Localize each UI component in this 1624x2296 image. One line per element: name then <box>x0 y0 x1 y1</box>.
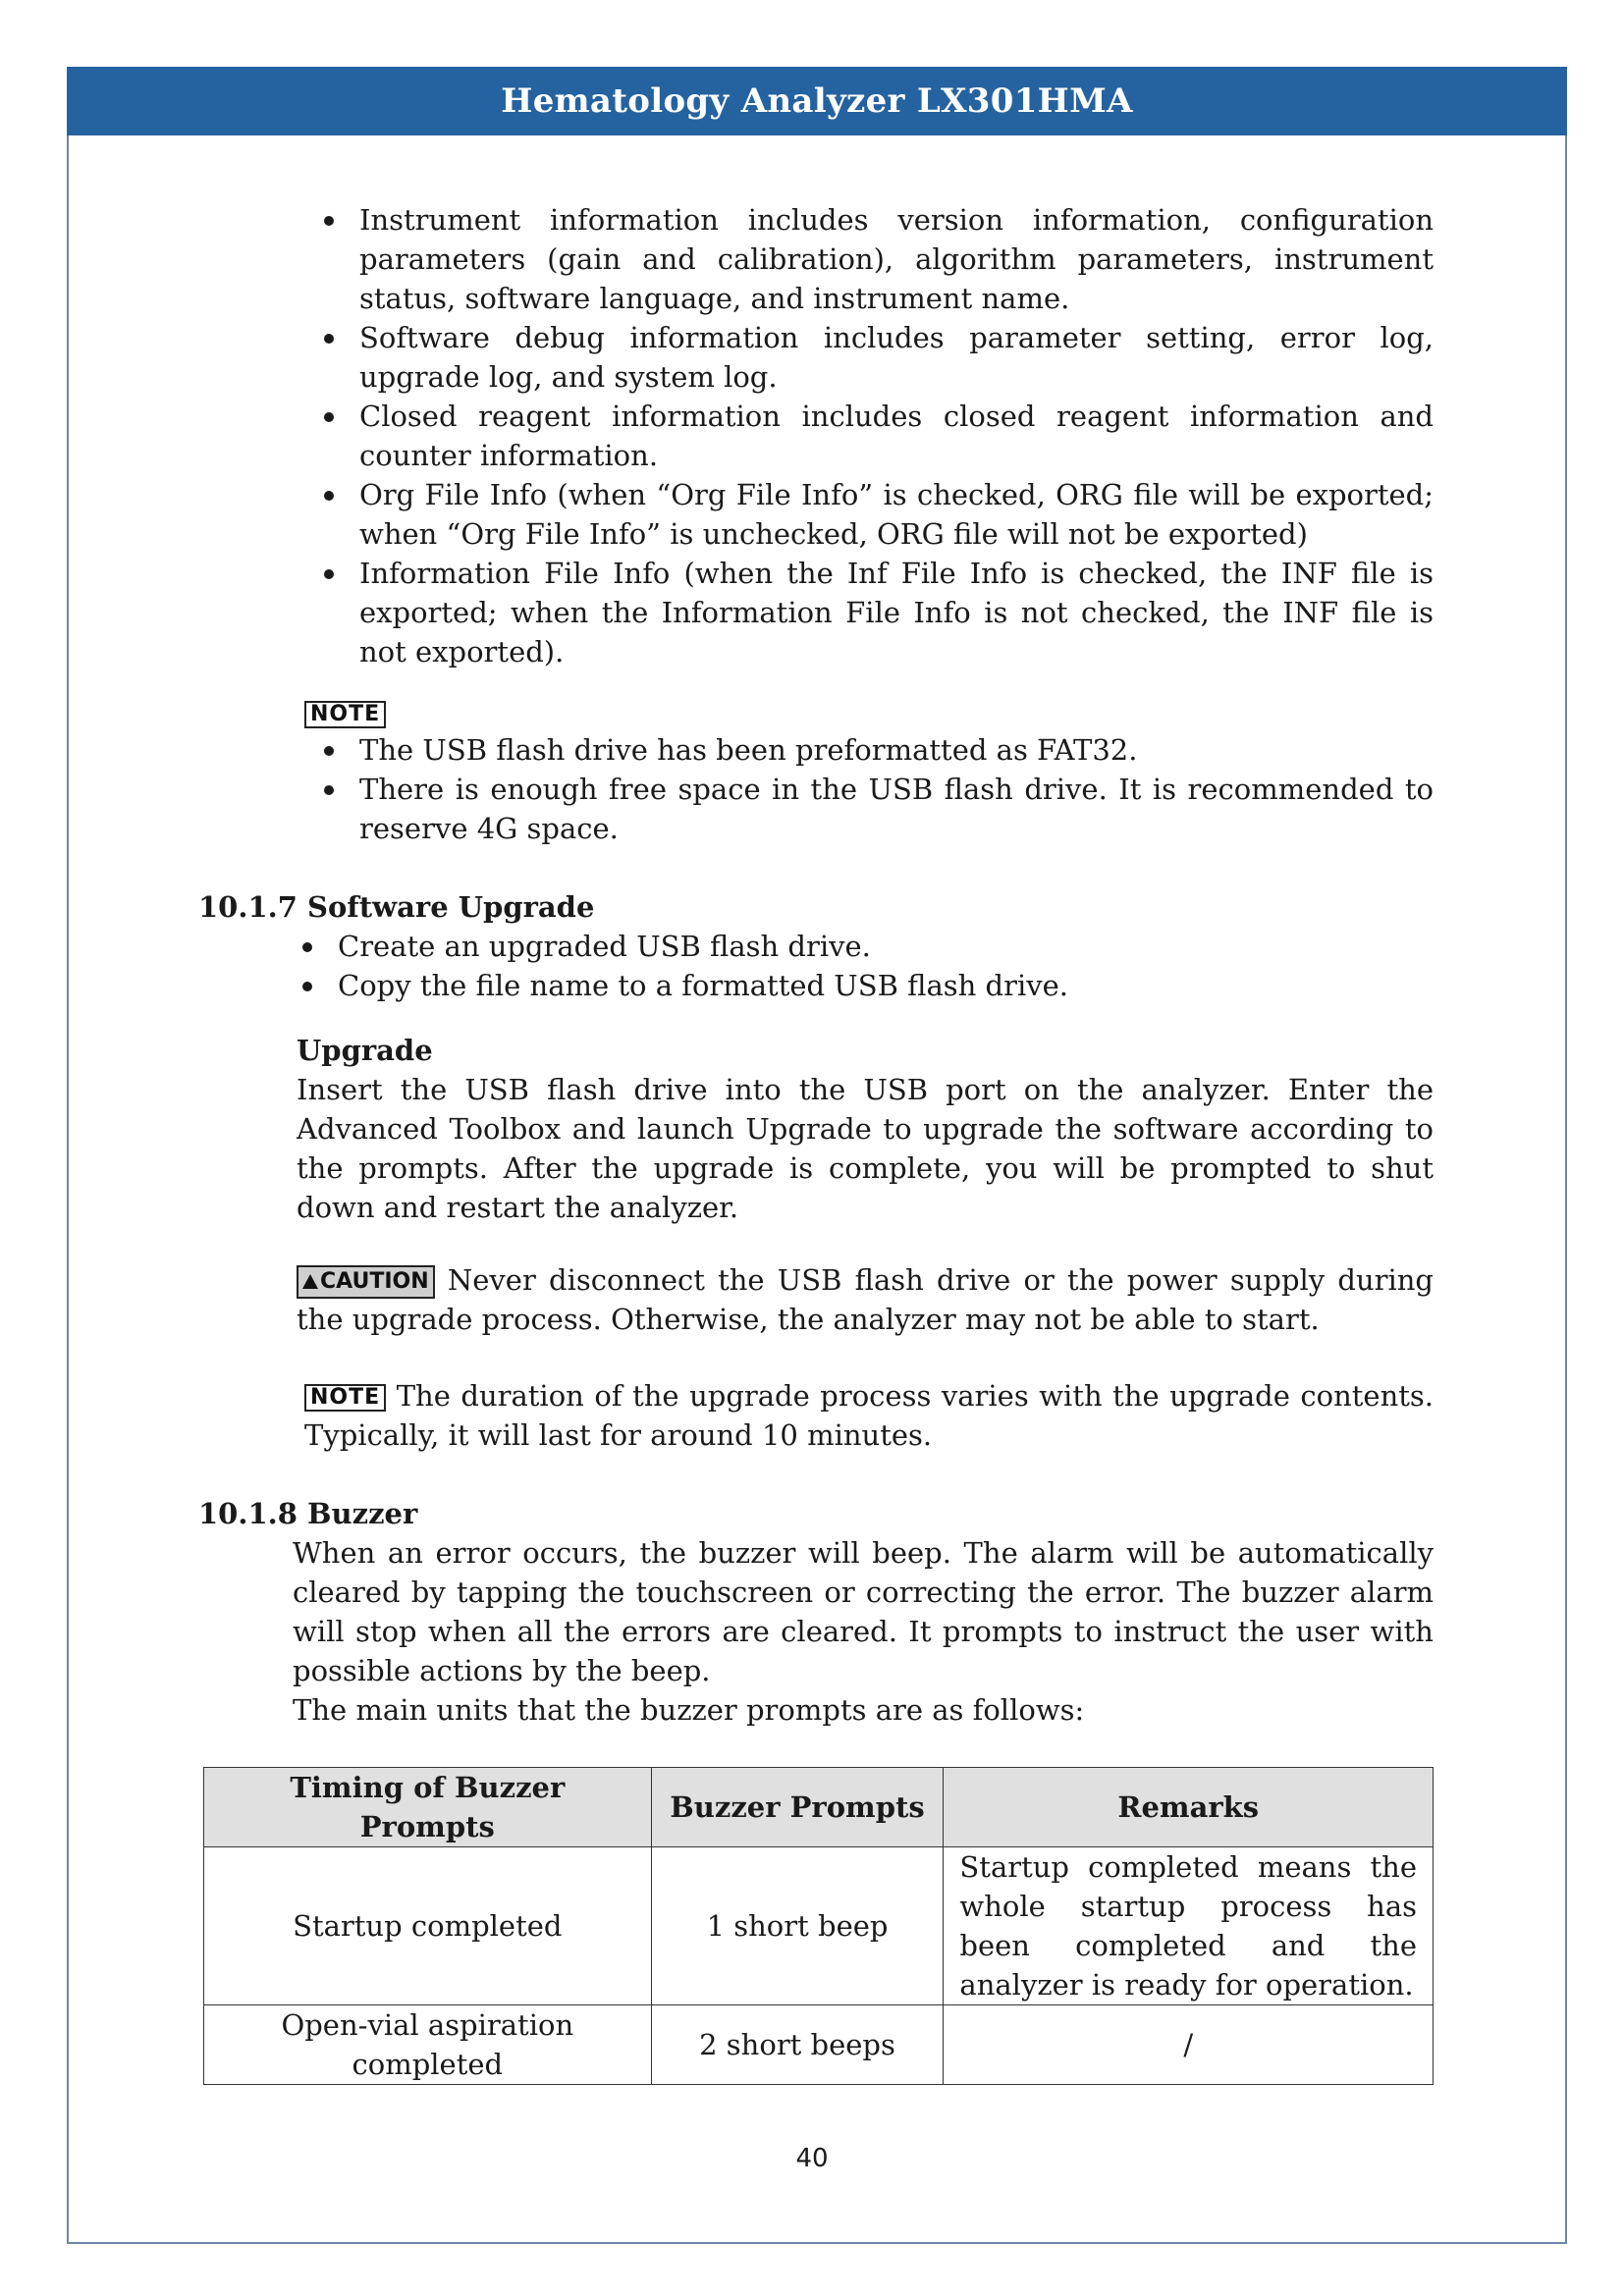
section-title: Software Upgrade <box>307 890 595 924</box>
table-cell: Open-vial aspiration completed <box>204 2005 652 2085</box>
list-item: Information File Info (when the Inf File Info is checked, the INF file is exported; when the Information File Info is not checked, the INF file is not exported). <box>318 554 1434 671</box>
list-item: The USB flash drive has been preformatted as FAT32. <box>318 730 1434 770</box>
buzzer-table <box>203 1767 1434 2085</box>
page-header <box>67 67 1567 135</box>
caution-block <box>297 1260 1434 1339</box>
section-heading-software-upgrade <box>198 887 594 927</box>
column-header: Remarks <box>944 1768 1434 1847</box>
list-item: Instrument information includes version information, configuration parameters (gain and calibration), algorithm parameters, instrument status, software language, and instrument name. <box>318 200 1434 318</box>
note-bullet-list <box>318 730 1434 848</box>
caution-badge: CAUTION <box>297 1265 435 1299</box>
buzzer-paragraph: When an error occurs, the buzzer will beep. The alarm will be automatically cleared by tapping the touchscreen or correcting the error. The buzzer alarm will stop when all the errors are cleared. It prompts to instruct the user with possible actions by the beep. <box>293 1536 1434 1687</box>
section-title: Buzzer <box>307 1497 418 1530</box>
page-number: 40 <box>795 2144 829 2173</box>
note-block-1 <box>304 701 386 728</box>
list-item: There is enough free space in the USB flash drive. It is recommended to reserve 4G space. <box>318 770 1434 848</box>
list-item: Org File Info (when “Org File Info” is checked, ORG file will be exported; when “Org File Info” is unchecked, ORG file will not be exported) <box>318 475 1434 554</box>
table-cell: Startup completed <box>204 1847 652 2005</box>
table-cell: 1 short beep <box>651 1847 944 2005</box>
table-row <box>204 1847 1434 2005</box>
table-cell: / <box>944 2005 1434 2085</box>
list-item: Create an upgraded USB flash drive. <box>297 927 1434 966</box>
note-badge: NOTE <box>304 701 386 728</box>
table-row <box>204 2005 1434 2085</box>
upgrade-bullet-list <box>297 927 1434 1005</box>
upgrade-heading: Upgrade <box>297 1034 433 1067</box>
column-header: Timing of Buzzer Prompts <box>204 1768 652 1847</box>
table-cell: 2 short beeps <box>651 2005 944 2085</box>
note-text: The duration of the upgrade process varies with the upgrade contents. Typically, it will last for around 10 minutes. <box>304 1379 1435 1452</box>
caution-text: Never disconnect the USB flash drive or the power supply during the upgrade process. Otherwise, the analyzer may not be able to start. <box>297 1263 1434 1336</box>
list-item: Software debug information includes parameter setting, error log, upgrade log, and system log. <box>318 318 1434 397</box>
table-cell: Startup completed means the whole startup process has been completed and the analyzer is ready for operation. <box>944 1847 1434 2005</box>
table-header-row <box>204 1768 1434 1847</box>
warning-triangle-icon <box>302 1274 318 1289</box>
section-heading-buzzer <box>198 1494 417 1533</box>
column-header: Buzzer Prompts <box>651 1768 944 1847</box>
note-badge: NOTE <box>304 1384 386 1412</box>
buzzer-intro: The main units that the buzzer prompts are as follows: <box>293 1693 1085 1727</box>
list-item: Closed reagent information includes closed reagent information and counter information. <box>318 397 1434 475</box>
section-number: 10.1.7 <box>198 890 298 924</box>
info-bullet-list <box>318 200 1434 671</box>
upgrade-paragraph: Insert the USB flash drive into the USB port on the analyzer. Enter the Advanced Toolbox and launch Upgrade to upgrade the software according to the prompts. After the upgrade is complete, you will be prompted to shut down and restart the analyzer. <box>297 1073 1434 1224</box>
note-block-2 <box>304 1376 1434 1455</box>
section-number: 10.1.8 <box>198 1497 298 1530</box>
header-title: Hematology Analyzer LX301HMA <box>501 81 1133 121</box>
list-item: Copy the file name to a formatted USB flash drive. <box>297 966 1434 1005</box>
